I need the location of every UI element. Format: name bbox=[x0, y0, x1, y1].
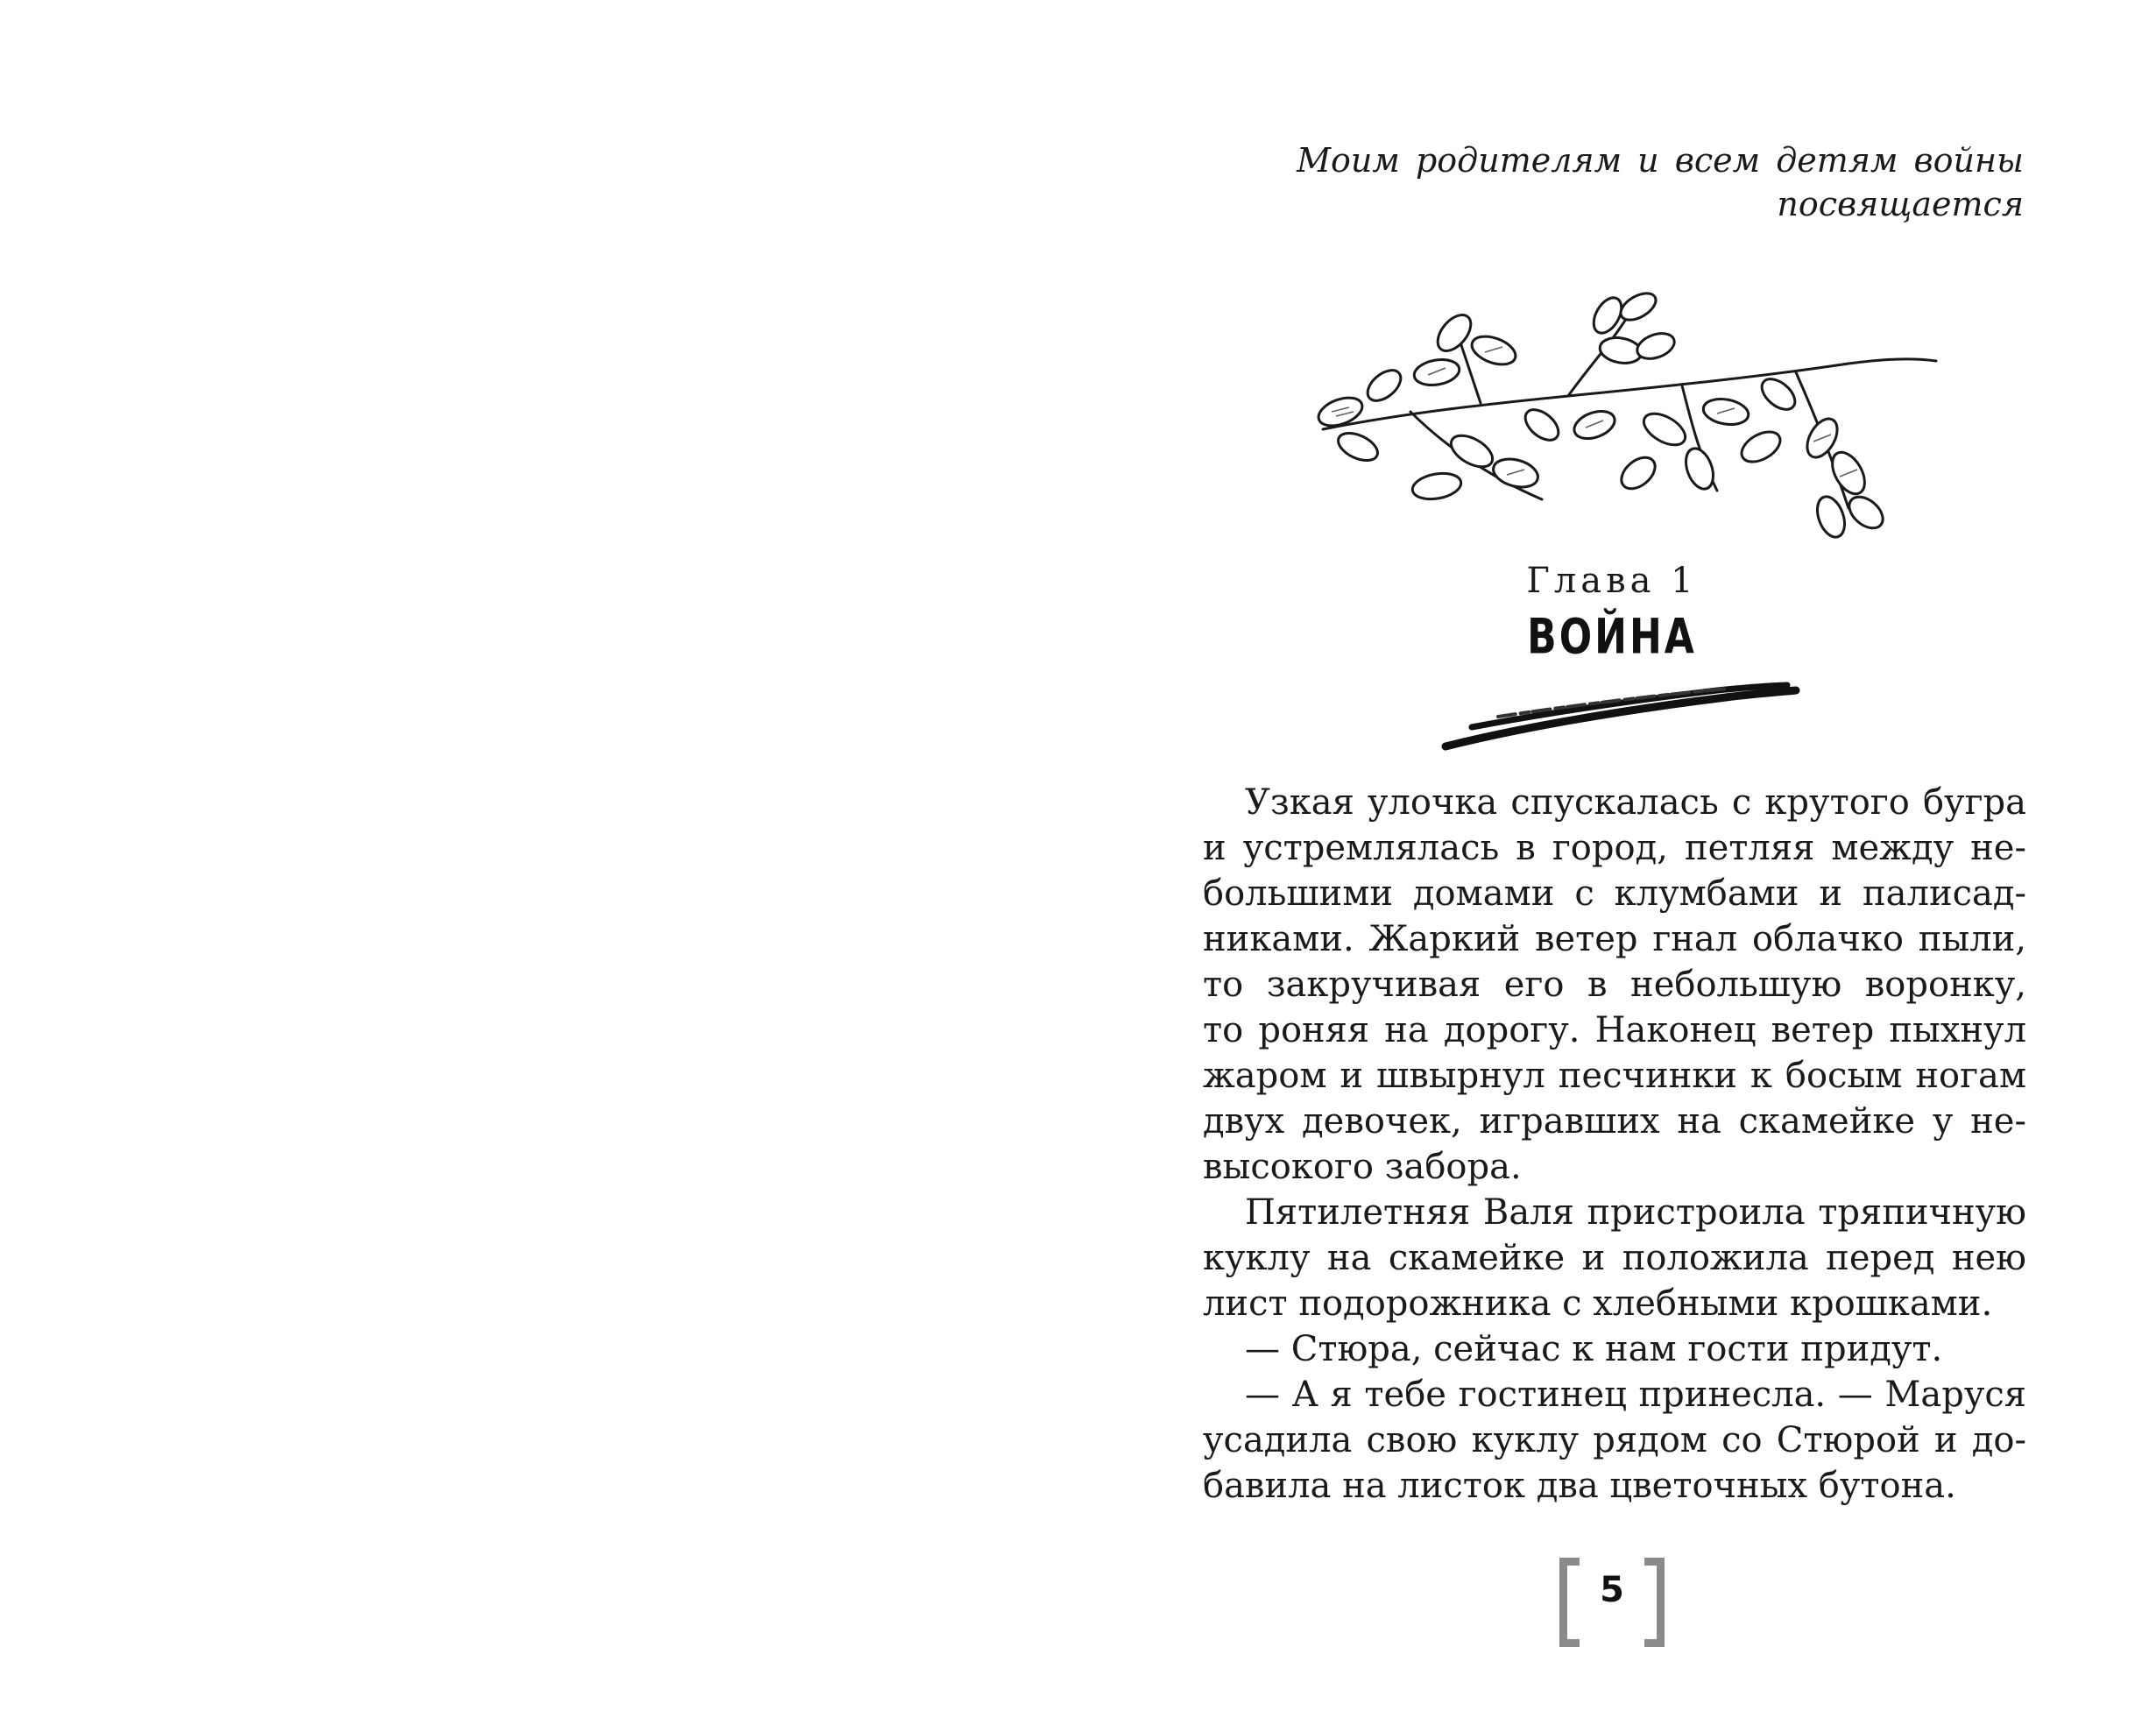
branch-sketch-icon bbox=[1305, 280, 1945, 543]
body-line: то закручивая его в небольшую воронку, bbox=[1203, 965, 2026, 1005]
body-line: то роняя на дорогу. Наконец ветер пыхнул bbox=[1203, 1010, 2026, 1050]
page-number bbox=[1559, 1558, 1665, 1637]
right-bracket-icon bbox=[1644, 1558, 1665, 1647]
body-line: двух девочек, игравших на скамейке у не- bbox=[1203, 1101, 2026, 1142]
body-line: лист подорожника с хлебными крошками. bbox=[1203, 1283, 1993, 1324]
dedication bbox=[1270, 138, 2024, 226]
body-line: большими домами с клумбами и палисад- bbox=[1203, 873, 2026, 914]
body-line: Пятилетняя Валя пристроила тряпичную bbox=[1245, 1192, 2026, 1233]
chapter-number: Глава 1 bbox=[1526, 561, 1698, 601]
body-line: — Стюра, сейчас к нам гости придут. bbox=[1245, 1329, 1943, 1369]
dedication-line-1: Моим родителям и всем детям войны bbox=[1297, 141, 2024, 180]
body-line: Узкая улочка спускалась с крутого бугра bbox=[1245, 782, 2026, 823]
body-line: жаром и швырнул песчинки к босым ногам bbox=[1203, 1056, 2026, 1096]
body-line: бавила на листок два цветочных бутона. bbox=[1203, 1466, 1956, 1506]
page-number-text: 5 bbox=[1600, 1570, 1624, 1610]
brush-stroke-decoration bbox=[1437, 666, 1805, 753]
body-line: никами. Жаркий ветер гнал облачко пыли, bbox=[1203, 919, 2026, 959]
body-line: и устремлялась в город, петляя между не- bbox=[1203, 828, 2026, 868]
chapter-body-text bbox=[1203, 780, 2026, 1509]
body-line: усадила свою куклу рядом со Стюрой и до- bbox=[1203, 1420, 2026, 1460]
chapter-title: ВОЙНА bbox=[1527, 609, 1697, 666]
body-line: высокого забора. bbox=[1203, 1147, 1522, 1187]
body-line: — А я тебе гостинец принесла. — Маруся bbox=[1245, 1375, 2026, 1415]
dedication-line-2: посвящается bbox=[1777, 185, 2024, 223]
body-line: куклу на скамейке и положила перед нею bbox=[1203, 1238, 2026, 1278]
